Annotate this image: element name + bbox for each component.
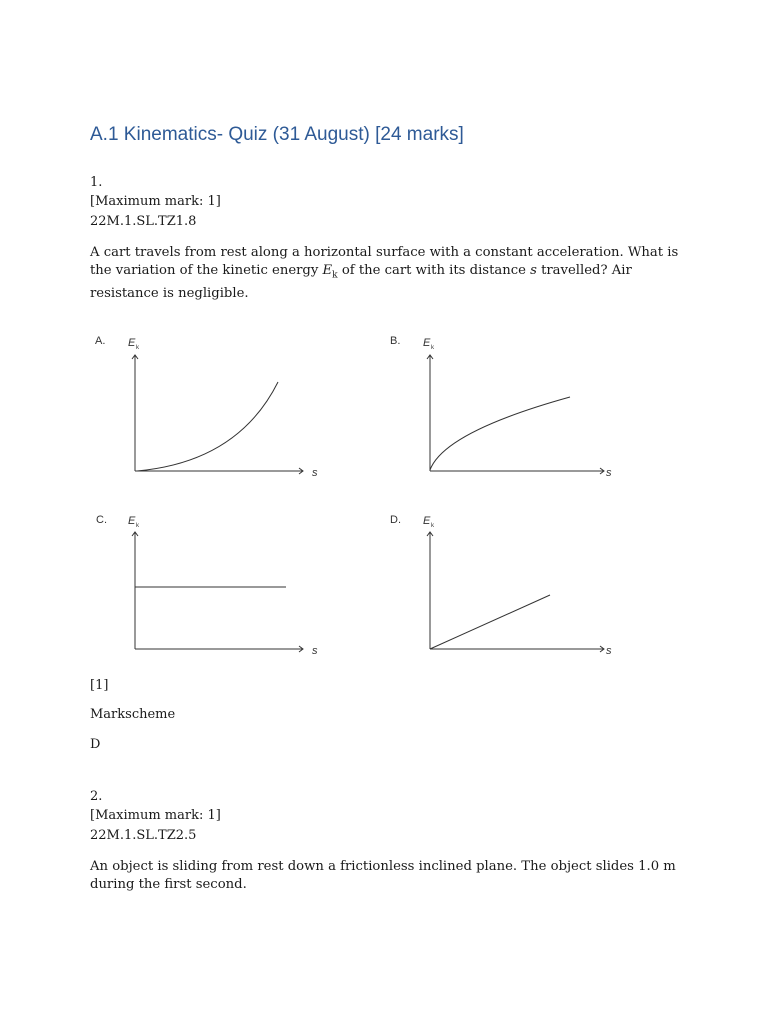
question-number: 1.: [90, 175, 103, 190]
y-axis-subscript: k: [136, 345, 139, 351]
graph-option-a: [88, 330, 328, 485]
ek-subscript: k: [332, 270, 338, 281]
x-axis-label: s: [312, 467, 318, 479]
y-axis-label: E: [423, 515, 431, 527]
question-text: [90, 244, 680, 303]
line-linear: [430, 595, 550, 649]
x-axis-label: s: [312, 645, 318, 657]
max-mark: [Maximum mark: 1]: [90, 808, 221, 823]
y-axis-label: E: [423, 337, 431, 349]
option-letter: B.: [390, 335, 401, 347]
y-axis-subscript: k: [431, 523, 434, 529]
curve-concave-up: [137, 382, 278, 471]
question-number: 2.: [90, 789, 103, 804]
max-mark: [Maximum mark: 1]: [90, 194, 221, 209]
question-code: 22M.1.SL.TZ2.5: [90, 828, 197, 843]
question-text-part2: of the cart with its distance: [337, 263, 531, 278]
s-symbol: s: [530, 263, 537, 278]
graph-option-b: [384, 330, 624, 485]
question-text-part1: A cart travels from rest along a horizontal surface with a constant acceleration. What is the variation of the kinetic energy: [90, 245, 679, 278]
ek-symbol: E: [322, 263, 333, 278]
question-text: An object is sliding from rest down a frictionless inclined plane. The object slides 1.0 m during the first second.: [90, 859, 676, 892]
graph-option-c: [88, 505, 328, 660]
marks: [1]: [90, 678, 109, 693]
y-axis-subscript: k: [431, 345, 434, 351]
curve-concave-down: [430, 397, 570, 470]
answer: D: [90, 737, 101, 752]
graph-option-d: [384, 505, 624, 660]
y-axis-label: E: [128, 515, 136, 527]
question-text-part3: travelled? Air resistance is negligible.: [90, 263, 632, 301]
x-axis-label: s: [606, 645, 612, 657]
option-letter: D.: [390, 514, 401, 526]
x-axis-label: s: [606, 467, 612, 479]
question-code: 22M.1.SL.TZ1.8: [90, 214, 197, 229]
markscheme-label: Markscheme: [90, 707, 176, 722]
option-letter: A.: [95, 335, 106, 347]
y-axis-label: E: [128, 337, 136, 349]
quiz-title: A.1 Kinematics- Quiz (31 August) [24 marks]: [90, 124, 464, 145]
option-letter: C.: [96, 514, 107, 526]
y-axis-subscript: k: [136, 523, 139, 529]
